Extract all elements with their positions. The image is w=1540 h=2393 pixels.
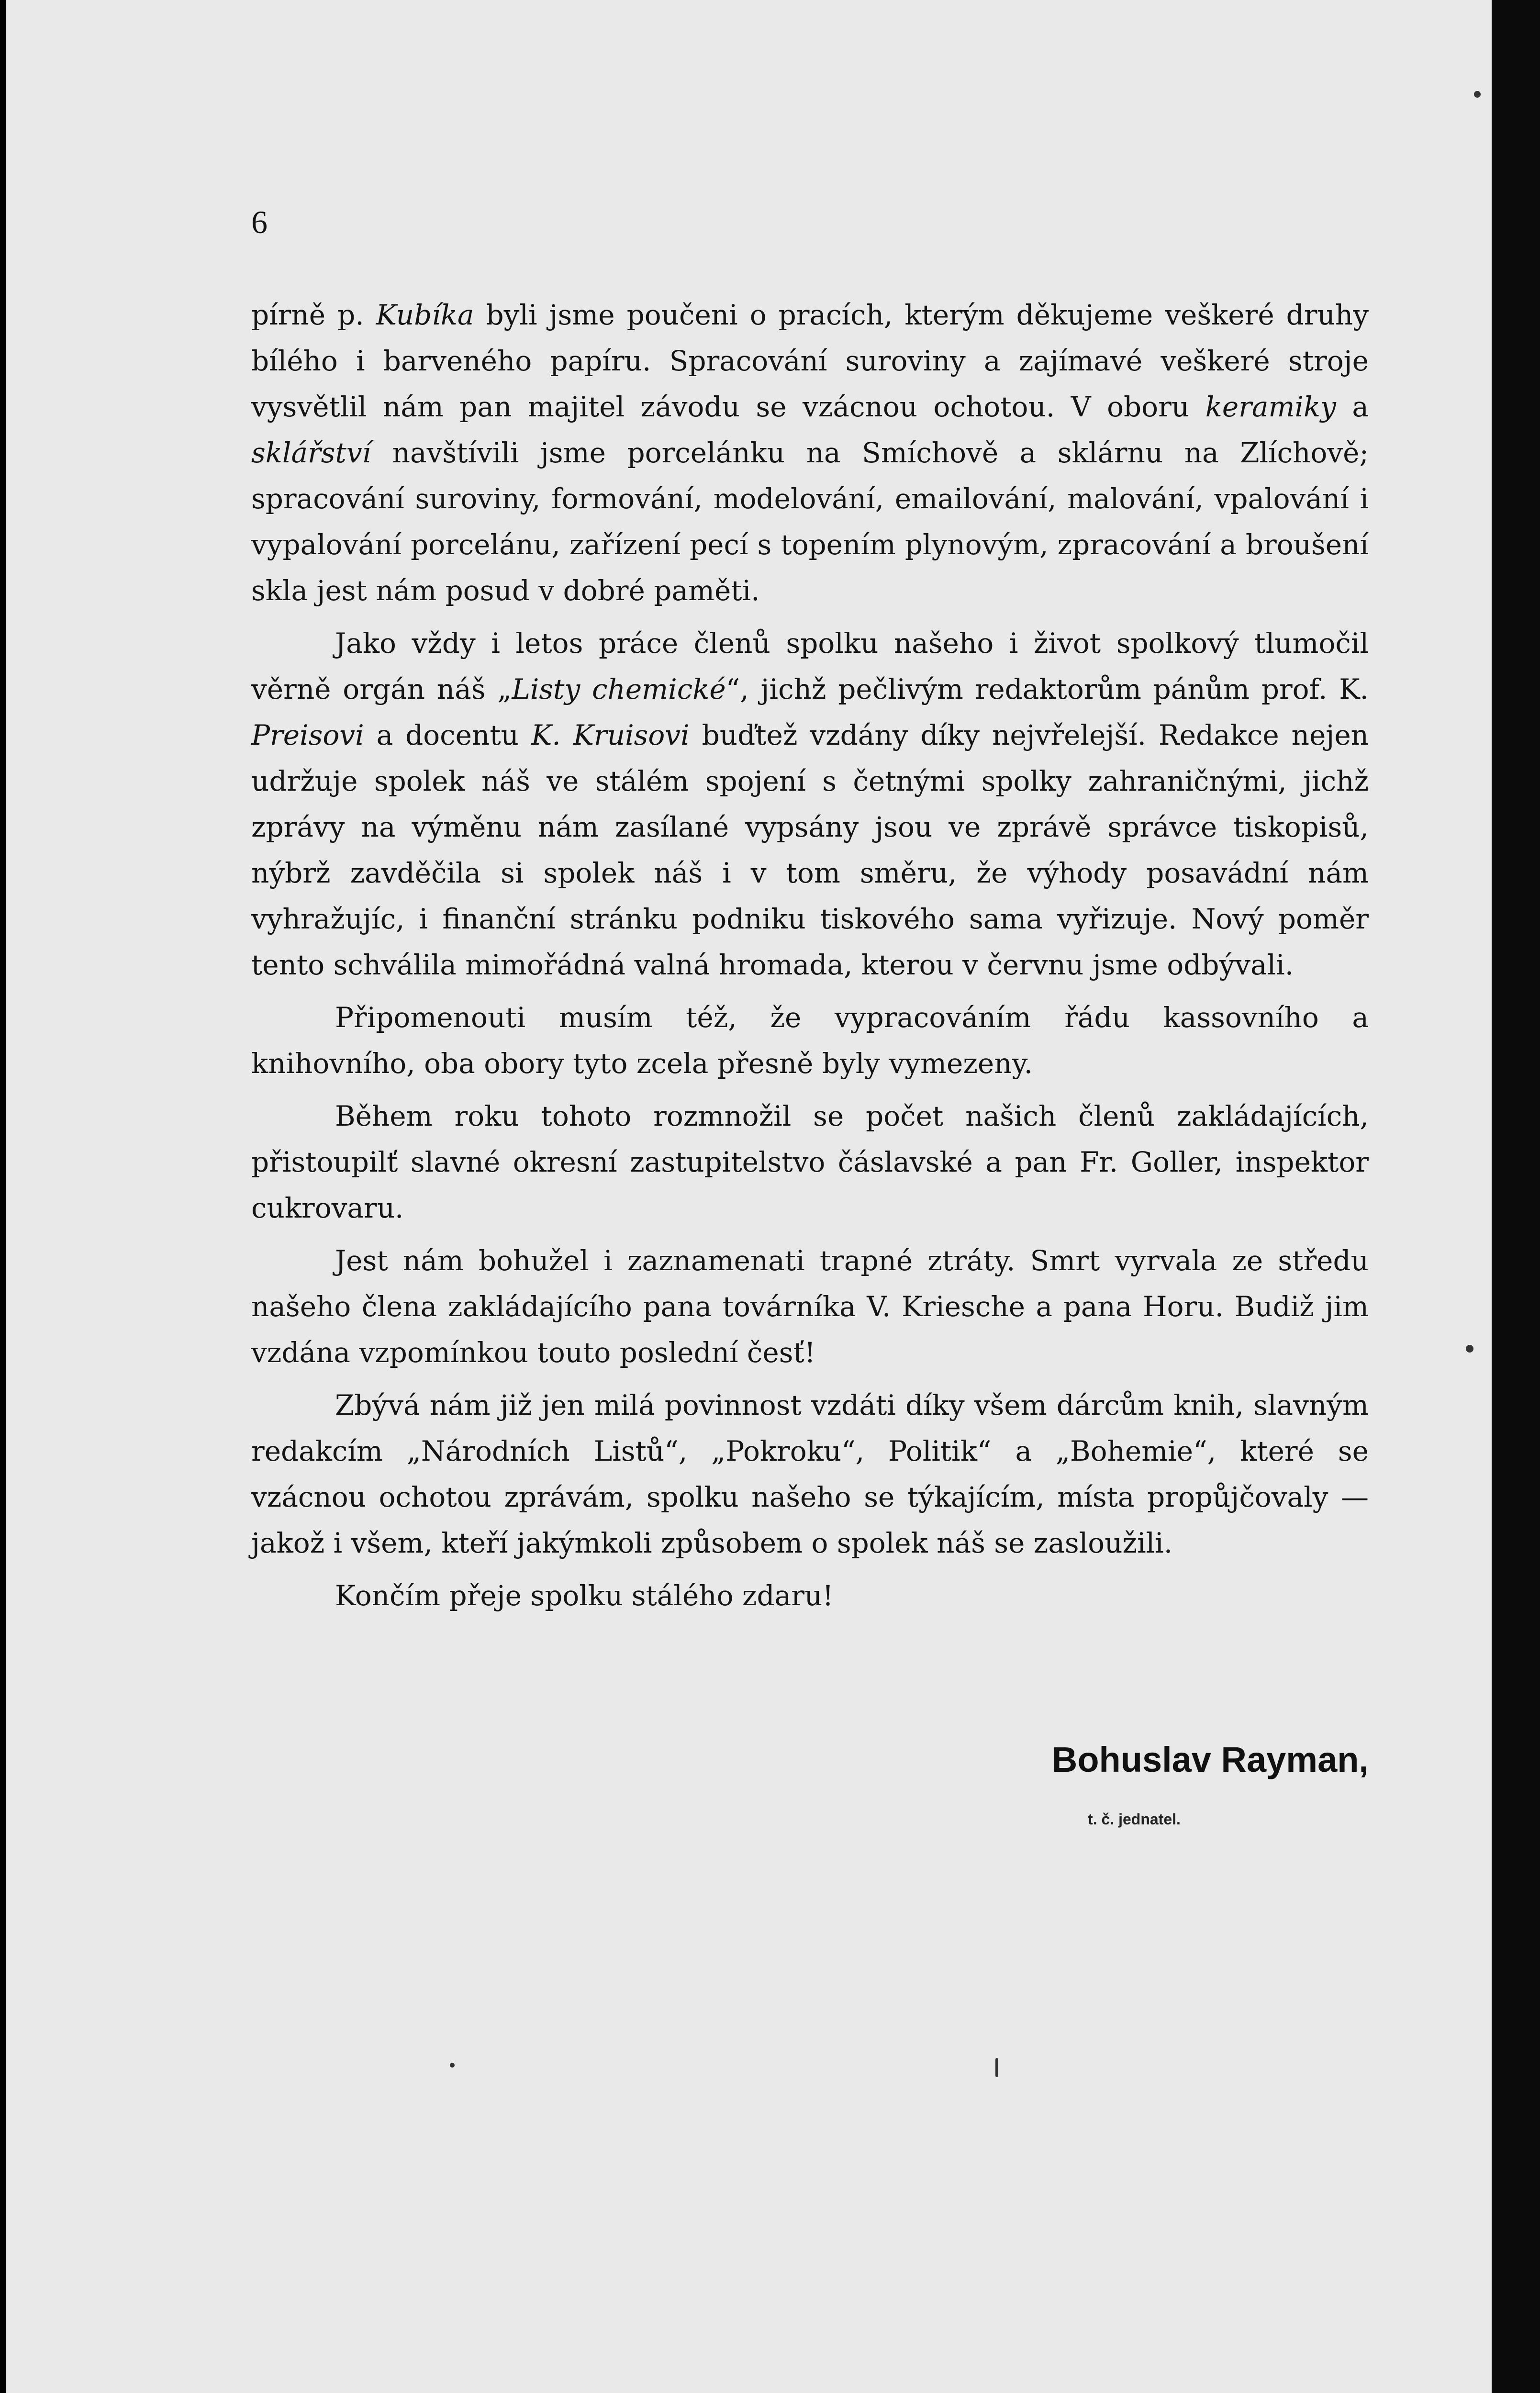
paragraph [251,620,1369,988]
text-run: buďtež vzdány díky nejvřelejší. Redakce nejen udržuje spolek náš ve stálém spojení s četnými spolky zahraničnými, jichž zprávy na výměnu nám zasílané vypsány jsou ve zprávě správce tiskopisů, nýbrž zavděčila si spolek náš i v tom směru, že výhody posavádní nám vyhražujíc, i finanční stránku podniku tiskového sama vyřizuje. Nový poměr tento schválila mimořádná valná hromada, kterou v červnu jsme odbývali. [251,719,1369,981]
italic-name: Preisovi [251,719,364,751]
text-run: Končím přeje spolku stálého zdaru! [335,1579,834,1612]
scan-speck [995,2058,998,2077]
italic-name: keramiky [1205,391,1336,423]
text-run: a [1336,391,1369,423]
signature-role: t. č. jednatel. [1088,1811,1181,1828]
text-run: pírně p. [251,299,376,331]
text-run: Jako vždy i letos práce členů spolku našeho i život spolkový tlumočil věrně orgán náš „ [251,627,1369,705]
text-run: navštívili jsme porcelánku na Smíchově a sklárnu na Zlíchově; spracování suroviny, formování, modelování, emailování, malování, vpalování i vypalování porcelánu, zařízení pecí s topením plynovým, zpracování a broušení skla jest nám posud v dobré paměti. [251,436,1369,607]
paragraph [251,292,1369,614]
paragraph [251,1573,1369,1619]
text-run: “, jichž pečlivým redaktorům pánům prof. K. [725,673,1369,705]
text-run: Připomenouti musím též, že vypracováním řádu kassovního a knihovního, oba obory tyto zcela přesně byly vymezeny. [251,1001,1369,1080]
text-run: Během roku tohoto rozmnožil se počet našich členů zakládajících, přistoupilť slavné okresní zastupitelstvo čáslavské a pan Fr. Goller, inspektor cukrovaru. [251,1100,1369,1224]
scan-speck [1466,1345,1473,1353]
italic-name: K. Kruisovi [531,719,690,751]
scan-border [1492,0,1540,2393]
scan-speck [450,2063,455,2068]
scan-speck [1474,91,1481,98]
italic-name: Listy chemické [512,673,726,705]
italic-name: Kubíka [376,299,474,331]
text-run: Jest nám bohužel i zaznamenati trapné ztráty. Smrt vyrvala ze středu našeho člena zakládajícího pana továrníka V. Kriesche a pana Horu. Budiž jim vzdána vzpomínkou touto poslední česť! [251,1244,1369,1369]
body-text [251,292,1369,1625]
paragraph [251,1093,1369,1231]
paragraph [251,1238,1369,1375]
text-run: byli jsme poučeni o pracích, kterým děkujeme veškeré druhy bílého i barveného papíru. Spracování suroviny a zajímavé veškeré stroje vysvětlil nám pan majitel závodu se vzácnou ochotou. V oboru [251,299,1369,423]
paragraph [251,995,1369,1086]
text-run: a docentu [364,719,531,751]
paragraph [251,1382,1369,1566]
page-number: 6 [251,204,268,240]
italic-name: sklářství [251,436,371,469]
signature-name: Bohuslav Rayman, [1051,1740,1369,1779]
text-run: Zbývá nám již jen milá povinnost vzdáti díky všem dárcům knih, slavným redakcím „Národních Listů“, „Pokroku“, Politik“ a „Bohemie“, které se vzácnou ochotou zprávám, spolku našeho se týkajícím, místa propůjčovaly — jakož i všem, kteří jakýmkoli způsobem o spolek náš se zasloužili. [251,1389,1369,1559]
